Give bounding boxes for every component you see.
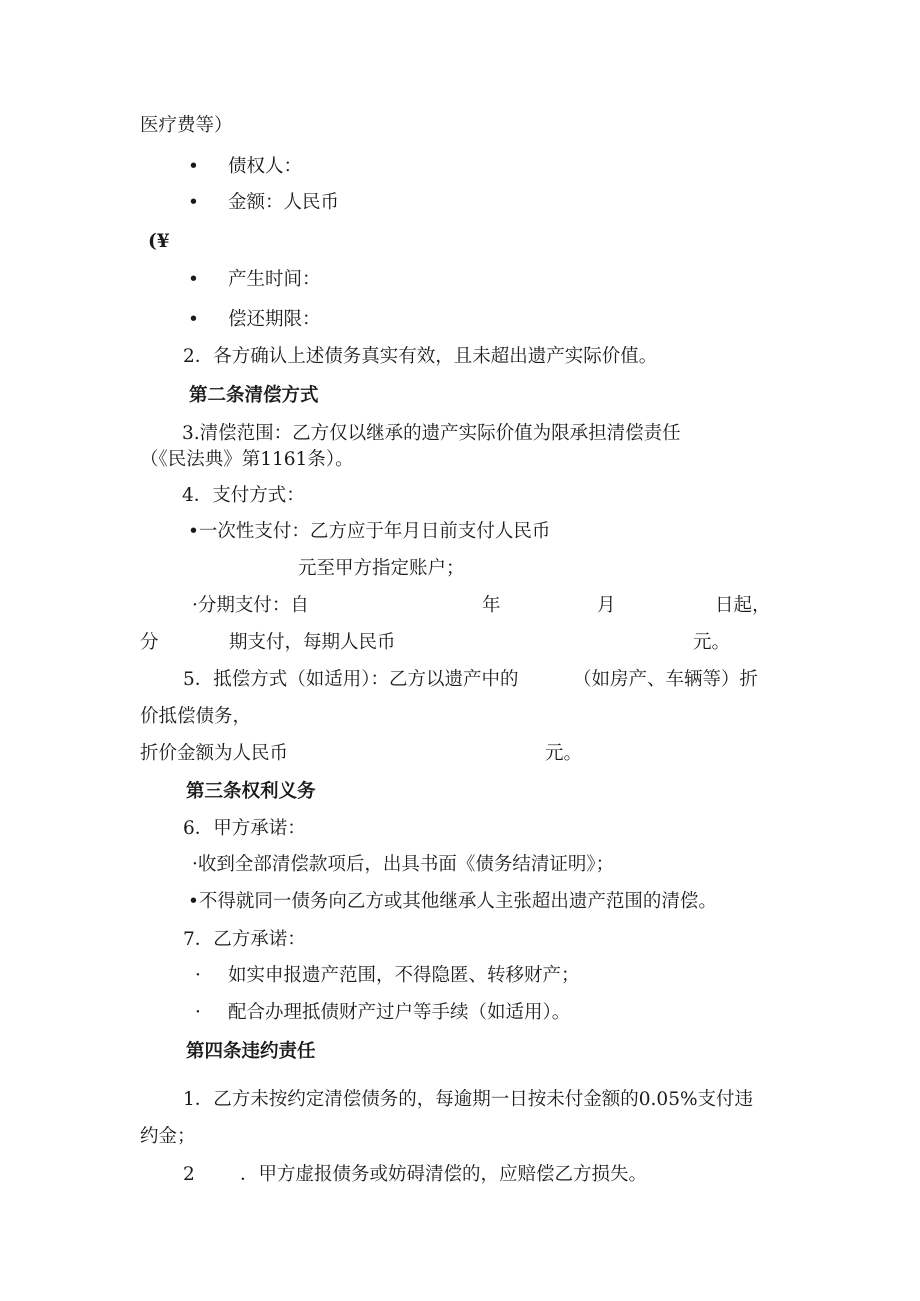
bullet-icon: •	[188, 192, 199, 213]
clause-6-party-a: 6．甲方承诺：	[183, 818, 306, 839]
clause-3-scope: 3.清偿范围：乙方仅以继承的遗产实际价值为限承担清偿责任	[182, 423, 681, 444]
occurrence-time-line: 产生时间：	[228, 269, 321, 290]
article-2-heading: 第二条清偿方式	[189, 385, 319, 406]
offset-amount-yuan: 元。	[545, 743, 583, 764]
bullet-icon: •	[188, 156, 199, 177]
installment-each: 期支付，每期人民币	[229, 632, 396, 653]
bullet-icon: ·	[195, 1002, 201, 1023]
penalty-clause-1-cont: 约金；	[140, 1126, 196, 1147]
clause-2-confirm: 2．各方确认上述债务真实有效，且未超出遗产实际价值。	[183, 346, 658, 367]
bullet-icon: ·	[195, 965, 201, 986]
installment-day: 日起，	[715, 595, 771, 616]
creditor-line: 债权人：	[228, 156, 303, 177]
bullet-icon: •	[188, 309, 199, 330]
bullet-icon: •	[188, 269, 199, 290]
penalty-clause-2: ．甲方虚报债务或妨碍清偿的，应赔偿乙方损失。	[240, 1164, 648, 1185]
clause-5-offset-cont: 价抵偿债务，	[140, 706, 252, 727]
clause-5-offset: 5．抵偿方式（如适用）：乙方以遗产中的	[183, 669, 519, 690]
offset-amount-line: 折价金额为人民币	[140, 743, 289, 764]
medical-expense-tail: 医疗费等）	[140, 115, 233, 136]
lump-sum-line-cont: 元至甲方指定账户；	[298, 558, 465, 579]
installment-count: 分	[140, 632, 159, 653]
party-a-promise-1: ·收到全部清偿款项后，出具书面《债务结清证明》；	[192, 854, 615, 875]
clause-5-offset-example: （如房产、车辆等）折	[573, 669, 759, 690]
installment-line-start: ·分期支付：自	[192, 595, 309, 616]
penalty-clause-1: 1．乙方未按约定清偿债务的，每逾期一日按未付金额的0.05%支付违	[183, 1089, 754, 1110]
installment-yuan: 元。	[693, 632, 731, 653]
installment-year: 年	[482, 595, 501, 616]
amount-line: 金额：人民币	[228, 192, 340, 213]
installment-month: 月	[597, 595, 616, 616]
article-3-heading: 第三条权利义务	[186, 781, 316, 802]
clause-7-party-b: 7．乙方承诺：	[183, 929, 306, 950]
party-b-promise-1: 如实申报遗产范围，不得隐匿、转移财产；	[228, 965, 580, 986]
clause-3-scope-cont: （《民法典》第1161条）。	[140, 449, 354, 470]
party-b-promise-2: 配合办理抵债财产过户等手续（如适用）。	[228, 1002, 571, 1023]
article-4-heading: 第四条违约责任	[186, 1041, 316, 1062]
yen-marker: (¥	[148, 231, 170, 252]
clause-4-payment: 4．支付方式：	[182, 485, 305, 506]
repayment-term-line: 偿还期限：	[228, 309, 321, 330]
party-a-promise-2: •不得就同一债务向乙方或其他继承人主张超出遗产范围的清偿。	[188, 891, 717, 912]
penalty-clause-2-number: 2	[183, 1164, 195, 1185]
lump-sum-line: •一次性支付：乙方应于年月日前支付人民币	[188, 521, 551, 542]
